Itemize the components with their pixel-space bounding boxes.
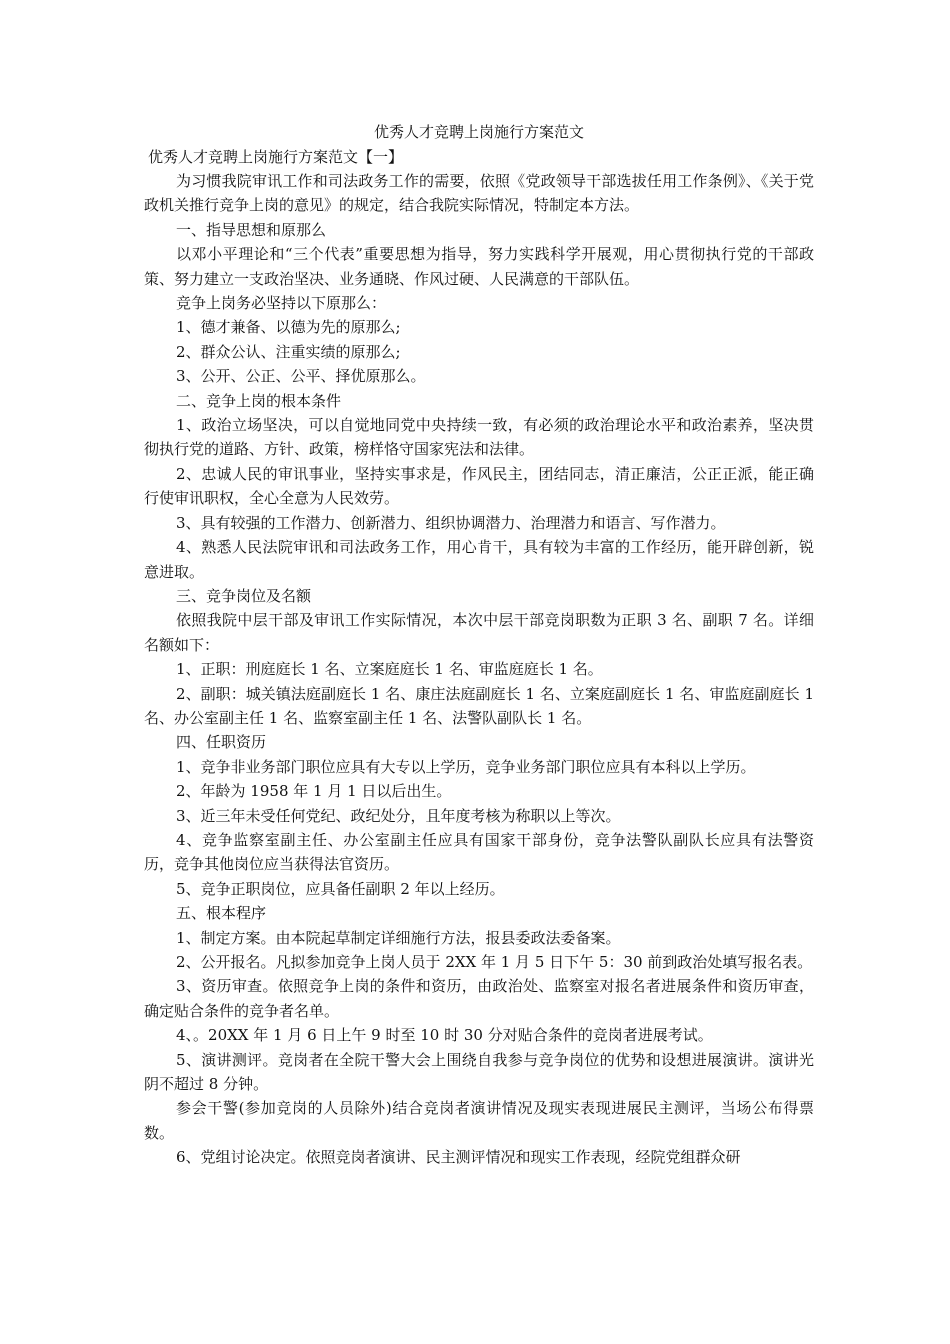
paragraph: 5、竞争正职岗位，应具备任副职 2 年以上经历。: [176, 879, 505, 898]
paragraph: 五、根本程序: [176, 904, 267, 923]
paragraph: 2、群众公认、注重实绩的原那么;: [176, 342, 401, 361]
document-body: [144, 120, 814, 1170]
paragraph: 1、德才兼备、以德为先的原那么;: [176, 318, 401, 337]
paragraph: 1、制定方案。由本院起草制定详细施行方法，报县委政法委备案。: [176, 928, 621, 947]
paragraph: 为习惯我院审讯工作和司法政务工作的需要，依照《党政领导干部选拔任用工作条例》、《关于党政机关推行竞争上岗的意见》的规定，结合我院实际情况，特制定本方法。: [144, 172, 814, 215]
paragraph: 4、竞争监察室副主任、办公室副主任应具有国家干部身份，竞争法警队副队长应具有法警资历，竞争其他岗位应当获得法官资历。: [144, 830, 814, 874]
paragraph: 三、竞争岗位及名额: [176, 586, 312, 605]
paragraph: 1、竞争非业务部门职位应具有大专以上学历，竞争业务部门职位应具有本科以上学历。: [176, 757, 756, 776]
paragraph: 2、年龄为 1958 年 1 月 1 日以后出生。: [176, 782, 452, 801]
section-subtitle: 优秀人才竞聘上岗施行方案范文【一】: [148, 148, 404, 166]
paragraph: 1、政治立场坚决，可以自觉地同党中央持续一致，有必须的政治理论水平和政治素养，坚决贯彻执行党的道路、方针、政策，榜样恪守国家宪法和法律。: [144, 416, 814, 459]
paragraph: 1、正职：刑庭庭长 1 名、立案庭庭长 1 名、审监庭庭长 1 名。: [176, 660, 603, 679]
paragraph: 一、指导思想和原那么: [176, 220, 327, 239]
paragraph-list: [144, 169, 814, 1170]
paragraph: 6、党组讨论决定。依照竞岗者演讲、民主测评情况和现实工作表现，经院党组群众研: [176, 1148, 741, 1167]
paragraph: 3、具有较强的工作潜力、创新潜力、组织协调潜力、治理潜力和语言、写作潜力。: [176, 513, 726, 532]
paragraph: 2、副职：城关镇法庭副庭长 1 名、康庄法庭副庭长 1 名、立案庭副庭长 1 名、审监庭副庭长 1 名、办公室副主任 1 名、监察室副主任 1 名、法警队副队长 1 名。: [144, 684, 814, 727]
paragraph: 以邓小平理论和“三个代表”重要思想为指导，努力实践科学开展观，用心贯彻执行党的干部政策、努力建立一支政治坚决、业务通晓、作风过硬、人民满意的干部队伍。: [144, 245, 814, 288]
paragraph: 4、熟悉人民法院审讯和司法政务工作，用心肯干，具有较为丰富的工作经历，能开辟创新，锐意进取。: [144, 538, 814, 581]
paragraph: 5、演讲测评。竞岗者在全院干警大会上围绕自我参与竞争岗位的优势和设想进展演讲。演讲光阴不超过 8 分钟。: [144, 1050, 814, 1094]
paragraph: 依照我院中层干部及审讯工作实际情况，本次中层干部竞岗职数为正职 3 名、副职 7 名。详细名额如下：: [144, 611, 814, 654]
document-title: 优秀人才竞聘上岗施行方案范文: [373, 123, 584, 141]
paragraph: 3、公开、公正、公平、择优原那么。: [176, 367, 426, 386]
paragraph: 3、近三年未受任何党纪、政纪处分，且年度考核为称职以上等次。: [176, 806, 621, 825]
paragraph: 3、资历审查。依照竞争上岗的条件和资历，由政治处、监察室对报名者进展条件和资历审查，确定贴合条件的竞争者名单。: [144, 977, 814, 1020]
paragraph: 四、任职资历: [176, 733, 267, 752]
paragraph: 2、忠诚人民的审讯事业，坚持实事求是，作风民主，团结同志，清正廉洁，公正正派，能正确行使审讯职权，全心全意为人民效劳。: [144, 464, 814, 508]
paragraph: 4、。20XX 年 1 月 6 日上午 9 时至 10 时 30 分对贴合条件的竞岗者进展考试。: [176, 1026, 713, 1045]
paragraph: 2、公开报名。凡拟参加竞争上岗人员于 2XX 年 1 月 5 日下午 5：30 前到政治处填写报名表。: [176, 953, 813, 971]
paragraph: 参会干警(参加竞岗的人员除外)结合竞岗者演讲情况及现实表现进展民主测评，当场公布得票数。: [144, 1099, 814, 1142]
paragraph: 二、竞争上岗的根本条件: [176, 391, 342, 410]
paragraph: 竞争上岗务必坚持以下原那么：: [176, 294, 387, 313]
